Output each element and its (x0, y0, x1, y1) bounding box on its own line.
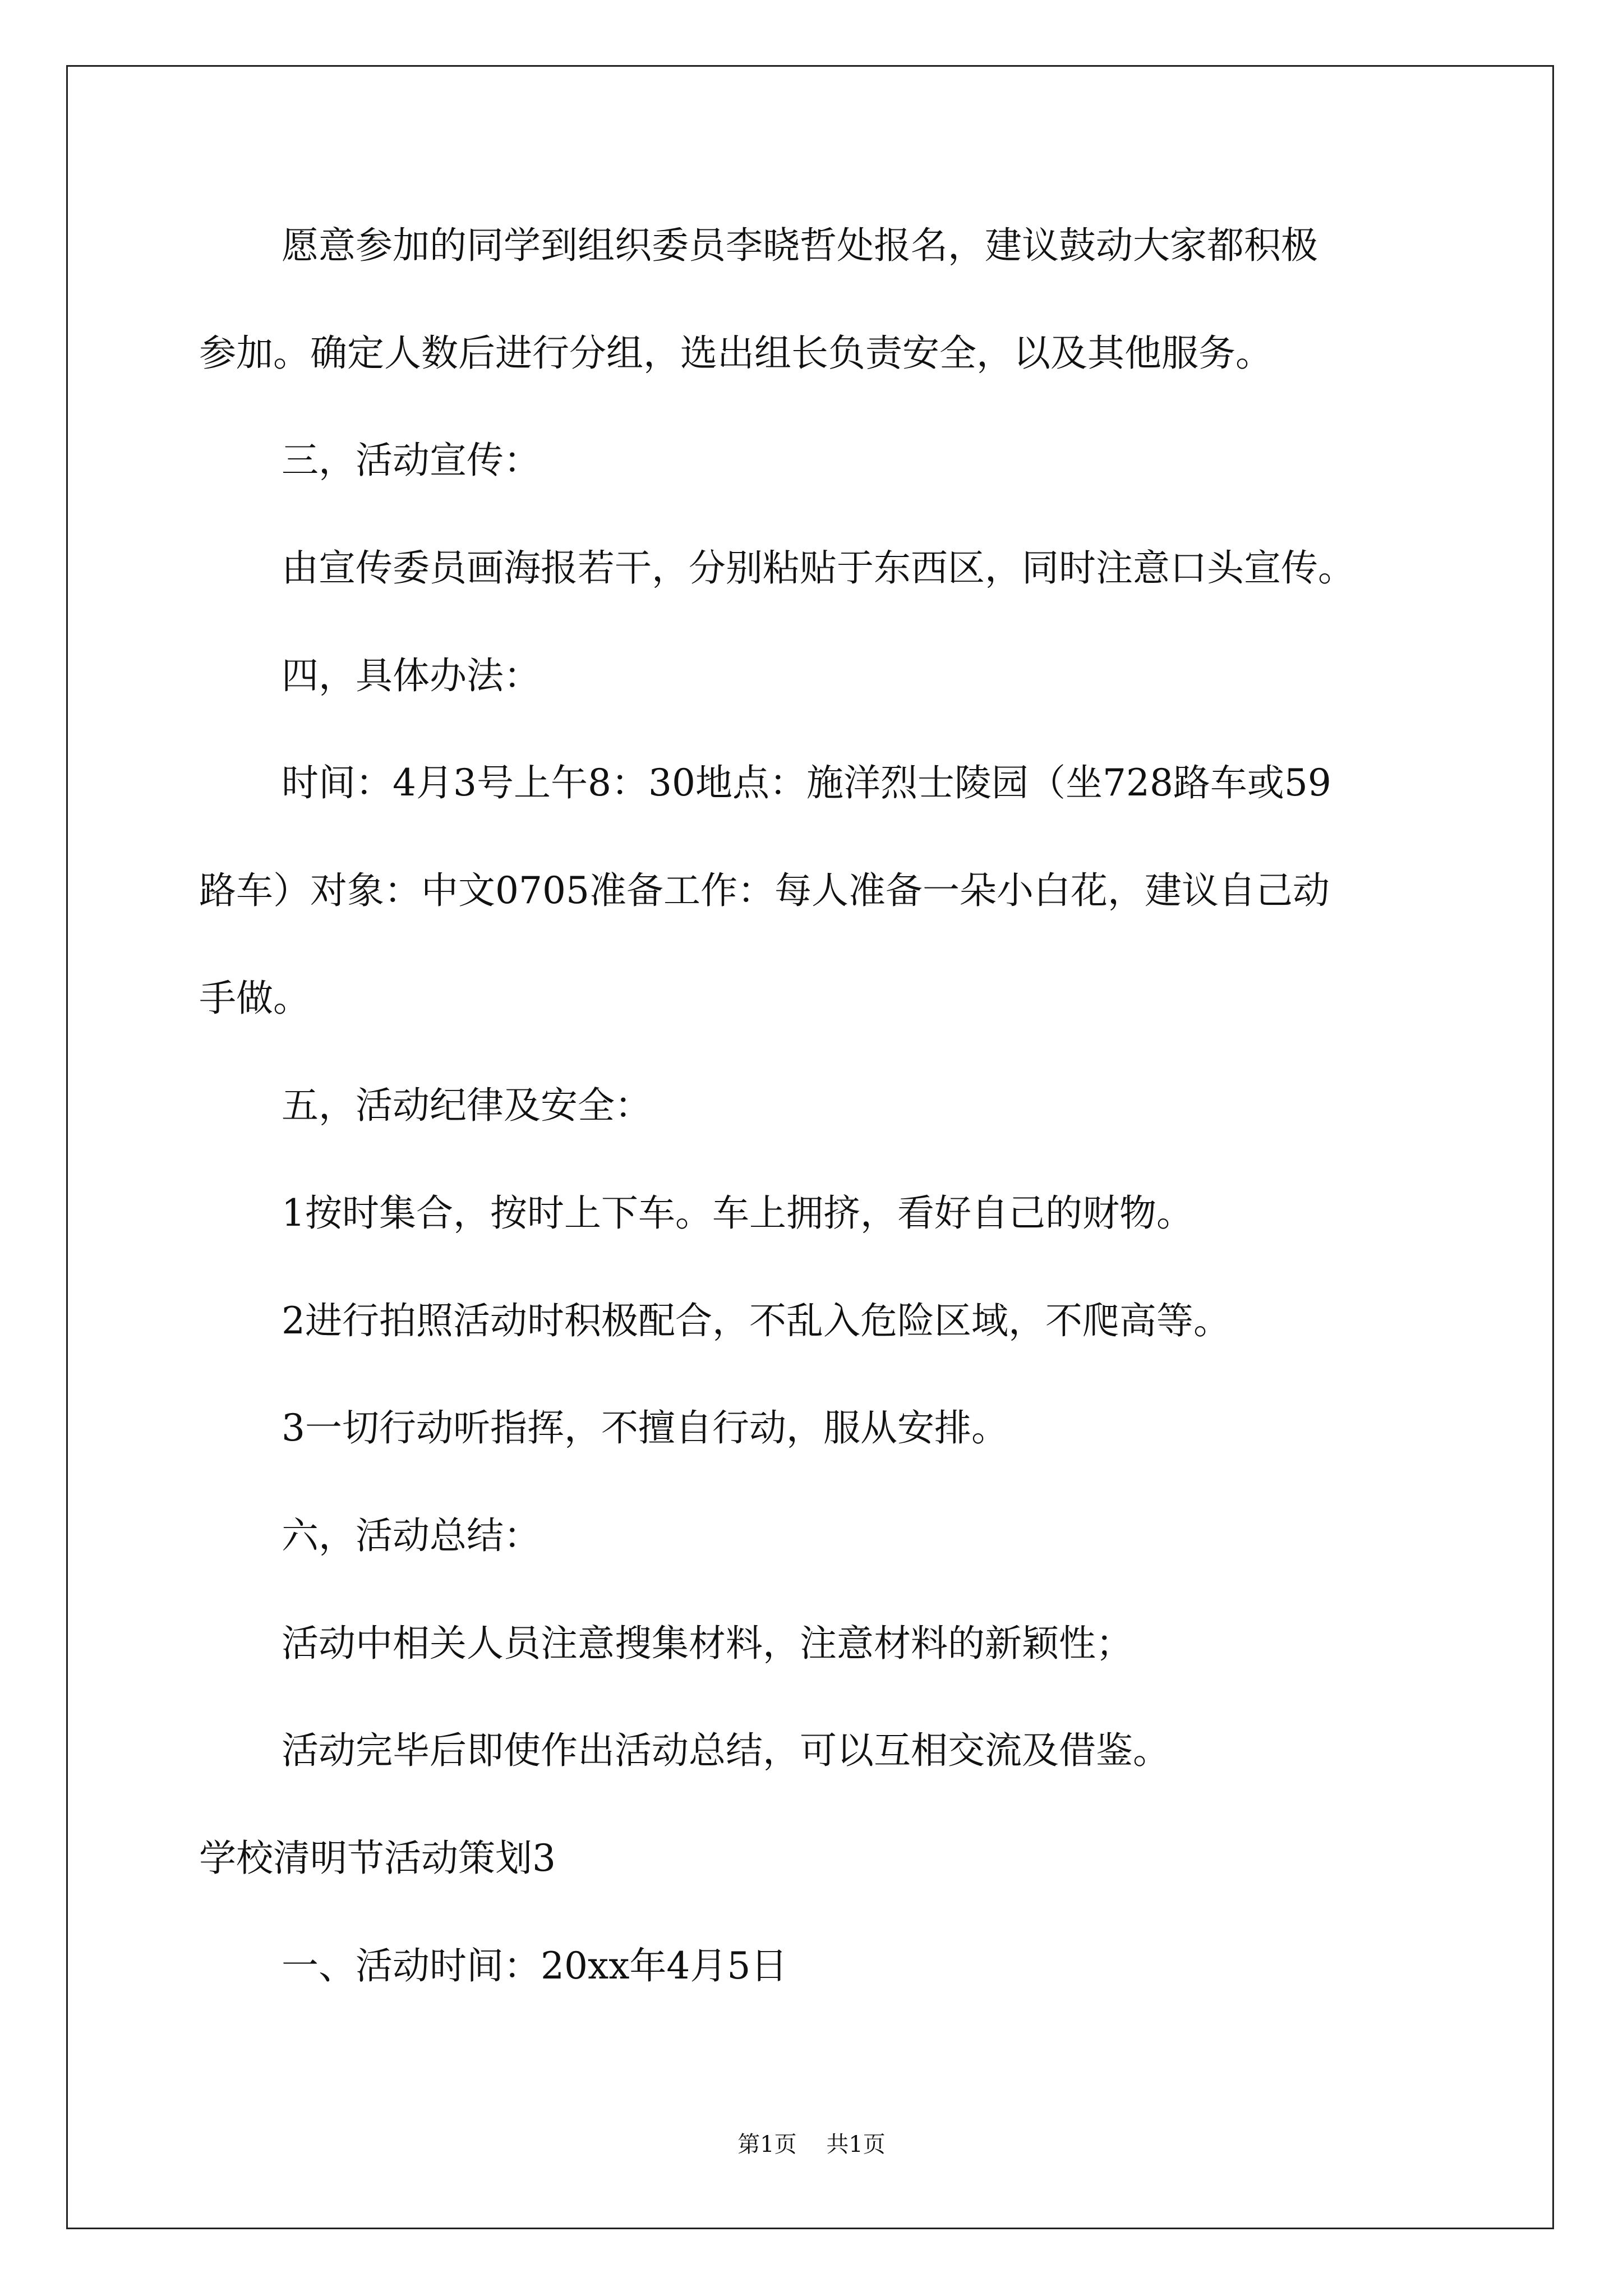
paragraph-line: 时间：4月3号上午8：30地点：施洋烈士陵园（坐728路车或59 (282, 761, 1331, 804)
paragraph-line: 一、活动时间：20xx年4月5日 (282, 1944, 788, 1987)
paragraph-line: 路车）对象：中文0705准备工作：每人准备一朵小白花，建议自己动 (199, 869, 1330, 912)
paragraph-line: 活动中相关人员注意搜集材料，注意材料的新颖性； (282, 1622, 1133, 1665)
page-number-current: 第1页 (737, 2132, 797, 2157)
page-frame (66, 65, 1554, 2229)
section-heading: 五，活动纪律及安全： (282, 1084, 652, 1127)
section-heading: 四，具体办法： (282, 654, 541, 697)
paragraph-line: 由宣传委员画海报若干，分别粘贴于东西区，同时注意口头宣传。 (282, 546, 1355, 590)
document-subtitle: 学校清明节活动策划3 (199, 1837, 556, 1880)
page-number-total: 共1页 (826, 2132, 886, 2157)
paragraph-line: 参加。确定人数后进行分组，选出组长负责安全，以及其他服务。 (199, 332, 1272, 375)
section-heading: 三，活动宣传： (282, 439, 541, 482)
paragraph-line: 愿意参加的同学到组织委员李晓哲处报名，建议鼓动大家都积极 (282, 224, 1318, 267)
list-item: 1按时集合，按时上下车。车上拥挤，看好自己的财物。 (282, 1191, 1193, 1235)
list-item: 3一切行动听指挥，不擅自行动，服从安排。 (282, 1406, 1008, 1450)
list-item: 2进行拍照活动时积极配合，不乱入危险区域，不爬高等。 (282, 1299, 1230, 1342)
paragraph-line: 手做。 (199, 977, 310, 1020)
section-heading: 六，活动总结： (282, 1514, 541, 1557)
paragraph-line: 活动完毕后即使作出活动总结，可以互相交流及借鉴。 (282, 1729, 1170, 1772)
page-footer (0, 2129, 1623, 2160)
